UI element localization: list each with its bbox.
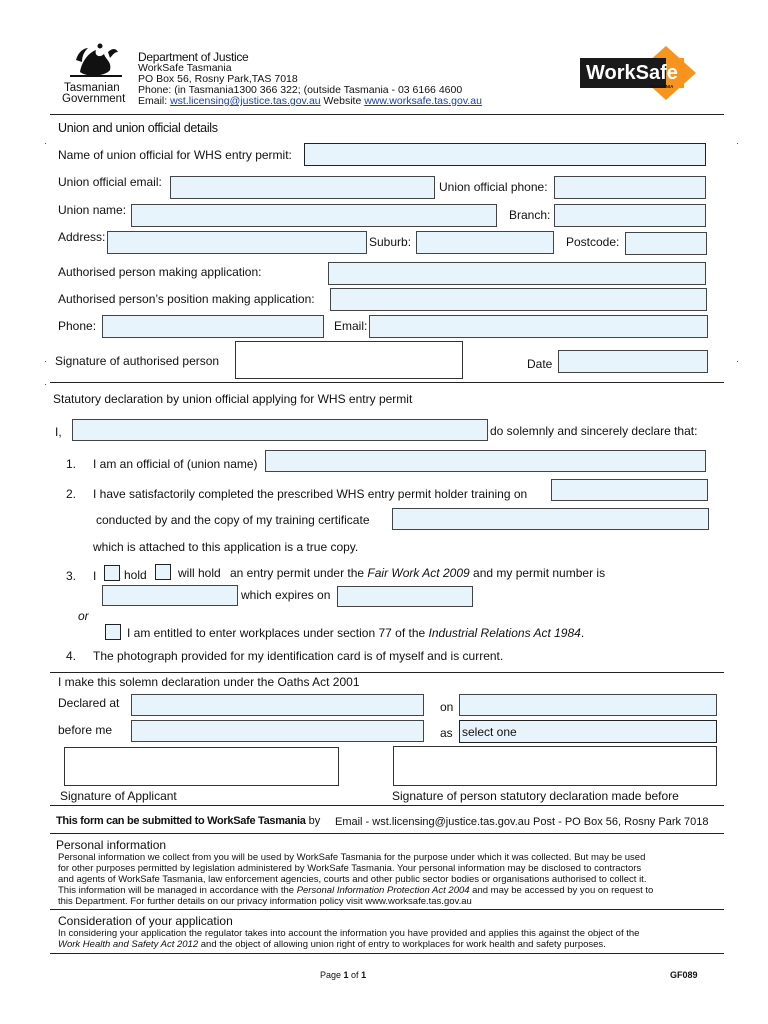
personal-l4-pre: This information will be managed in accordance with the [58,885,297,896]
item1-number: 1. [66,457,77,471]
pip-act: Personal Information Protection Act 2004 [296,885,470,896]
declared-on-field[interactable] [459,694,717,716]
hold-label: hold [124,568,147,582]
declared-at-label: Declared at [58,696,120,710]
postcode-label: Postcode: [566,235,620,249]
section-divider [50,909,724,910]
permit-number-field[interactable] [102,585,238,606]
page-number [320,968,366,982]
declarant-name-field[interactable] [72,419,488,441]
header-website-label: Website [320,95,365,107]
header-contact [138,96,482,108]
section-divider [50,833,724,834]
training-provider-field[interactable] [392,508,709,530]
address-field[interactable] [107,231,367,254]
permit-expiry-field[interactable] [337,586,473,607]
oath-intro: I make this solemn declaration under the Oaths Act 2001 [58,675,360,689]
phone-field[interactable] [102,315,324,338]
form-code: GF089 [670,970,698,980]
phone-label: Phone: [58,319,97,333]
consideration-line2 [58,939,606,950]
as-select-value: select one [462,725,517,739]
personal-l4-post: and may be accessed by you on request to [469,885,654,896]
on-label: on [440,700,454,714]
authorised-person-field[interactable] [328,262,706,285]
training-date-field[interactable] [551,479,708,501]
declarant-i-label: I, [55,425,62,439]
authorised-position-field[interactable] [330,288,707,311]
submit-details: Email - wst.licensing@justice.tas.gov.au Post - PO Box 56, Rosny Park 7018 [335,816,709,828]
expires-on-label: which expires on [241,588,331,602]
or-label: or [78,609,89,623]
section-divider [50,382,724,383]
personal-info-title: Personal information [56,838,167,852]
official-email-field[interactable] [170,176,435,199]
authorised-person-label: Authorised person making application: [58,265,262,279]
email-label: Email: [334,319,368,333]
date-field[interactable] [558,350,708,373]
item3b-text-post: . [580,626,585,640]
tasmanian-government-logo [60,42,132,106]
official-name-label: Name of union official for WHS entry permit: [58,148,292,162]
personal-info-line3: and agents of WorkSafe Tasmania, law enforcement agencies, courts and other public sector bodies or organisations authorised to collect it. [58,874,647,885]
email-field[interactable] [369,315,708,338]
item4-number: 4. [66,649,77,663]
item3-number: 3. [66,569,77,583]
page-pre: Page [320,970,344,980]
margin-dot: · [736,138,739,148]
consideration-title: Consideration of your application [58,914,233,928]
union-name-field[interactable] [131,204,497,227]
header-subtitle: WorkSafe Tasmania [138,62,232,74]
page-of: of [348,970,362,980]
submit-line [56,814,320,828]
consideration-line1: In considering your application the regulator takes into account the information you have provided and applies this against the object of the [58,928,640,939]
declared-at-field[interactable] [131,694,424,716]
consideration-l2-post: and the object of allowing union right of entry to workplaces for work health and safety purposes. [198,939,606,950]
before-me-field[interactable] [131,720,424,742]
department-title: Department of Justice [138,50,249,64]
item3b-text-pre: I am entitled to enter workplaces under section 77 of the [127,626,429,640]
union-name-label: Union name: [58,203,127,217]
margin-dot: · [44,138,47,148]
applicant-signature-label: Signature of Applicant [60,789,177,803]
declaration-title: Statutory declaration by union official applying for WHS entry permit [53,392,413,406]
solemnly-declare-text: do solemnly and sincerely declare that: [490,424,698,438]
header-divider [50,114,724,115]
official-phone-field[interactable] [554,176,706,199]
personal-info-line1: Personal information we collect from you will be used by WorkSafe Tasmania for the purpose under which it was collected. But may be used [58,852,646,863]
item1-union-name-field[interactable] [265,450,706,472]
worksafe-logo-subtext: TASMANIA [650,84,674,89]
item3-i: I [93,569,97,583]
submit-by: by [305,815,321,827]
gov-logo-line1: Tasmanian [64,82,120,94]
as-select[interactable] [459,720,717,743]
item3-text-post: and my permit number is [469,566,606,580]
hold-checkbox[interactable] [104,565,120,581]
margin-dot: · [44,379,47,389]
item2-attached-text: which is attached to this application is a true copy. [93,540,359,554]
item1-text: I am an official of (union name) [93,457,258,471]
official-phone-label: Union official phone: [439,180,548,194]
section-divider [50,672,724,673]
personal-info-line2: for other purposes permitted by legislation administered by WorkSafe Tasmania. Your personal information may be disclosed to contractors [58,863,642,874]
item2-number: 2. [66,487,77,501]
item4-text: The photograph provided for my identification card is of myself and is current. [93,649,504,663]
union-section-title: Union and union official details [58,121,218,135]
personal-info-line5: this Department. For further details on our privacy information policy visit www.worksafe.tas.gov.au [58,896,472,907]
header-email-link[interactable]: wst.licensing@justice.tas.gov.au [170,95,321,107]
section77-checkbox[interactable] [105,624,121,640]
suburb-field[interactable] [416,231,554,254]
footer-divider [50,953,724,954]
header-phone: Phone: (in Tasmania1300 366 322; (outside Tasmania - 03 6166 4600 [138,84,463,96]
before-me-label: before me [58,723,113,737]
official-name-field[interactable] [304,143,706,166]
item3-text-pre: an entry permit under the [230,566,368,580]
authorised-position-label: Authorised person’s position making application: [58,292,315,306]
authorised-signature-label: Signature of authorised person [55,354,220,368]
postcode-field[interactable] [625,232,707,255]
submit-bold: This form can be submitted to WorkSafe Tasmania [56,815,306,827]
section-divider [50,805,724,806]
section77-text [127,626,584,640]
witness-signature-box[interactable] [393,746,717,786]
personal-info-line4 [58,885,653,896]
margin-dot: · [44,356,47,366]
page-total: 1 [361,970,367,980]
margin-dot: · [736,356,739,366]
header-address: PO Box 56, Rosny Park,TAS 7018 [138,73,298,85]
witness-signature-label: Signature of person statutory declaration made before [392,789,679,803]
item2-text: I have satisfactorily completed the prescribed WHS entry permit holder training on [93,487,528,501]
industrial-relations-act: Industrial Relations Act 1984 [428,626,581,640]
whs-act: Work Health and Safety Act 2012 [58,939,199,950]
as-label: as [440,726,453,740]
header-email-label: Email: [138,95,171,107]
authorised-signature-box[interactable] [235,341,463,379]
page-current: 1 [343,970,349,980]
worksafe-logo [578,44,702,102]
header-website-link[interactable]: www.worksafe.tas.gov.au [364,95,482,107]
date-label: Date [527,357,553,371]
suburb-label: Suburb: [369,235,412,249]
item3-permit-text [230,566,605,580]
branch-field[interactable] [554,204,706,227]
will-hold-label: will hold [178,566,221,580]
item2-conducted-text: conducted by and the copy of my training certificate [96,513,370,527]
fair-work-act: Fair Work Act 2009 [367,566,470,580]
applicant-signature-box[interactable] [64,747,339,786]
worksafe-logo-text: WorkSafe [586,62,678,84]
official-email-label: Union official email: [58,175,162,189]
gov-logo-line2: Government [62,93,126,105]
address-label: Address: [58,230,106,244]
will-hold-checkbox[interactable] [155,564,171,580]
branch-label: Branch: [509,208,551,222]
tasmanian-devil-logo-icon [60,42,132,82]
